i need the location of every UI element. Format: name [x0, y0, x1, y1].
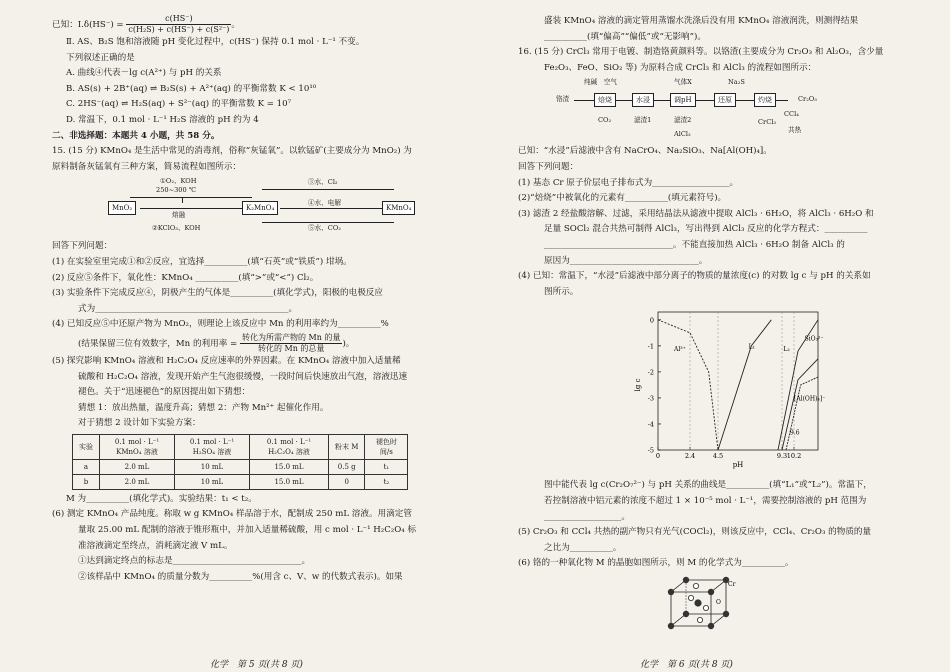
table-cell: b: [73, 474, 100, 489]
flow-ccl4: CCl₄: [784, 110, 799, 119]
crystal-cell-diagram: [666, 574, 736, 636]
flow-label-5: ⑤水、CO₂: [308, 224, 341, 233]
table-header: 粉末 M: [329, 434, 365, 459]
flow-arrow: [140, 208, 244, 209]
answer-intro: 回答下列问题：: [52, 241, 113, 252]
flow-box-ph: 调pH: [670, 93, 696, 107]
table-row: [73, 474, 408, 489]
q15-4b-text: (结果保留三位有效数字，Mn 的利用率 =: [78, 338, 238, 349]
table-cell: 2.0 mL: [100, 459, 175, 474]
x-tick-label: 4.5: [712, 452, 724, 461]
o-atom: [703, 605, 708, 610]
cr-label: Cr: [728, 580, 736, 588]
series-label: L₁: [748, 343, 756, 351]
q16-title-b: Fe₂O₃、FeO、SiO₂ 等) 为原料合成 CrCl₃ 和 AlCl₃ 的流程如图所示：: [544, 62, 817, 73]
q15-5c: 褪色。关于“迅速褪色”的原因提出如下猜想：: [78, 387, 251, 398]
q15-4c-text: )。: [342, 338, 355, 349]
table-cell: 0.5 g: [329, 459, 365, 474]
delta-fraction: [126, 14, 231, 35]
flow-end: Cr₂O₃: [798, 95, 817, 104]
table-row: [73, 459, 408, 474]
q16-3b: 足量 SOCl₂ 混合共热可制得 AlCl₃，写出得到 AlCl₃ 反应的化学方程式：__________: [544, 224, 868, 235]
q15-6c: 准溶液滴定至终点，消耗滴定液 V mL。: [78, 540, 233, 551]
q15-5b: 硫酸和 H₂C₂O₄ 溶液，发现开始产生气泡很缓慢，一段时间后快速放出气泡，溶液迅速: [78, 371, 408, 382]
y-tick-label: -5: [647, 446, 654, 455]
chart-svg: [630, 304, 830, 474]
question-stem: 下列叙述正确的是: [66, 52, 135, 63]
crystal-svg: [666, 574, 736, 634]
q15-5e: 对于猜想 2 设计如下实验方案：: [78, 418, 201, 429]
q16-5: (5) Cr₂O₃ 和 CCl₄ 共热的副产物只有光气(COCl₂)，则该反应中，CCl₄、Cr₂O₃ 的物质的量: [518, 527, 872, 538]
q16-4e: __________________。: [544, 511, 630, 522]
experiment-table: [72, 434, 408, 490]
table-cell: 2.0 mL: [100, 474, 175, 489]
flow-box-roast: 焙烧: [594, 93, 616, 107]
o-atom: [697, 617, 702, 622]
q15-6b: 量取 25.00 mL 配制的溶液于锥形瓶中，并加入适量稀硫酸，用 c mol · L⁻¹ H₂C₂O₄ 标: [78, 525, 417, 536]
flow-input-3: 气体X: [674, 78, 692, 87]
o-atom: [693, 583, 698, 588]
table-header: 0.1 mol · L⁻¹ H₂SO₄ 溶液: [175, 434, 250, 459]
flow-box-leach: 水浸: [632, 93, 654, 107]
section-heading: 二、非选择题：本题共 4 小题，共 58 分。: [52, 130, 220, 141]
flow-label-1: ①O₂、KOH: [160, 177, 197, 186]
y-axis-label: lg c: [634, 378, 642, 392]
mn-utilization-fraction: [240, 333, 342, 354]
fraction-denominator: 转化的 Mn 的总量: [258, 343, 325, 353]
y-tick-label: -3: [647, 394, 654, 403]
o-label: O: [716, 598, 721, 606]
q15-5f: M 为__________(填化学式)。实验结果：t₁ < t₂。: [66, 493, 257, 504]
q15-6e: ②该样品中 KMnO₄ 的质量分数为__________%(用含 c、V、w 的代数式表示)。如果: [78, 571, 403, 582]
y-tick-label: -2: [647, 368, 654, 377]
flow-output-3: 滤渣2: [674, 116, 692, 125]
table-header: 0.1 mol · L⁻¹ KMnO₄ 溶液: [100, 434, 175, 459]
flow-output-2: 滤渣1: [634, 116, 652, 125]
o-atom: [688, 595, 693, 600]
table-cell: 0: [329, 474, 365, 489]
q15-3b: 式为_____________________________________________。: [78, 303, 298, 314]
table-cell: t₁: [365, 459, 408, 474]
series-line-0: [658, 320, 718, 450]
fraction-denominator: c(H₂S) + c(HS⁻) + c(S²⁻): [128, 25, 230, 34]
flow-line: [262, 222, 394, 223]
cr-atom: [708, 589, 714, 595]
q16-3: (3) 滤渣 2 经盐酸溶解、过滤，采用结晶法从滤液中提取 AlCl₃ · 6H₂O，将 AlCl₃ · 6H₂O 和: [518, 208, 874, 219]
q16-title: 16. (15 分) CrCl₃ 常用于电镀、制造铬黄颜料等。以铬渣(主要成分为 Cr₂O₃ 和 Al₂O₃，含少量: [518, 47, 884, 58]
series-line-1: [718, 320, 771, 450]
q16-1: (1) 基态 Cr 原子价层电子排布式为__________________。: [518, 177, 739, 188]
flow-output-1: CO₂: [598, 116, 612, 125]
lgc-ph-chart: [630, 304, 830, 474]
fraction-numerator: 转化为所需产物的 Mn 的量: [242, 332, 341, 342]
q15-title: 15. (15 分) KMnO₄ 是生活中常见的消毒剂，俗称“灰锰氧”。以软锰矿(主要成分为 MnO₂) 为: [52, 146, 412, 157]
x-tick-label: 2.4: [684, 452, 696, 461]
known-text: 已知：Ⅰ.δ(HS⁻) =: [52, 20, 124, 30]
x-tick-label: 0: [655, 452, 661, 461]
series-label: SiO₃²⁻: [804, 335, 824, 343]
q15-1: (1) 在实验室里完成①和②反应，宜选择__________(填“石英”或“铁质”) 坩埚。: [52, 256, 352, 267]
q15-4: (4) 已知反应⑤中还原产物为 MnO₂，则理论上该反应中 Mn 的利用率约为__________%: [52, 319, 389, 330]
y-tick-label: -1: [647, 342, 654, 351]
left-column: [52, 14, 450, 585]
flow-arrow: [280, 208, 382, 209]
flow-box-k2mno4: K₂MnO₄: [242, 201, 278, 215]
table-cell: 15.0 mL: [250, 474, 329, 489]
right-column: [518, 14, 922, 636]
table-cell: t₂: [365, 474, 408, 489]
option-c: C. 2HS⁻(aq) ⇌ H₂S(aq) + S²⁻(aq) 的平衡常数 K = 10⁷: [66, 99, 292, 110]
option-b: B. AS(s) + 2B⁺(aq) ⇌ B₂S(s) + A²⁺(aq) 的平衡常数 K < 10¹⁰: [66, 83, 317, 94]
table-cell: a: [73, 459, 100, 474]
x-tick-label: 9.3: [776, 452, 788, 461]
series-label: [Al(OH)₄]⁻: [794, 395, 826, 403]
flow-label-2: ②KClO₃、KOH: [152, 224, 201, 233]
q15-6d: ①达到滴定终点的标志是______________________________。: [78, 556, 311, 567]
q16-3c: ______________________________。不能直接加热 AlCl₃ · 6H₂O 制备 AlCl₃ 的: [544, 239, 845, 250]
crcl3-flowchart: [518, 78, 922, 142]
q16-2: (2)“焙烧”中被氧化的元素有__________(填元素符号)。: [518, 193, 727, 204]
q15-3: (3) 实验条件下完成反应④，阴极产生的气体是__________(填化学式)，阳极的电极反应: [52, 288, 383, 299]
known-line: 已知：Ⅰ.δ(HS⁻) = $\frac{c(HS^-)}{\text{c(H₂S) + c(HS⁻) + c(S²⁻)}}$ 。: [52, 14, 240, 34]
known-ii: Ⅱ. AS、B₂S 饱和溶液随 pH 变化过程中，c(HS⁻) 保持 0.1 mol · L⁻¹ 不变。: [66, 37, 365, 47]
series-label: L₂: [783, 346, 790, 354]
table-cell: 10 mL: [175, 459, 250, 474]
flow-start: 铬渣: [556, 95, 570, 104]
flow-crcl3: CrCl₃: [758, 118, 776, 127]
q16-3d: 原因为______________________________。: [544, 255, 708, 266]
q15-title-2: 原料制备灰锰氧有三种方案，简易流程如图所示：: [52, 161, 242, 172]
flow-fuse-label: 熔融: [172, 211, 186, 220]
q15-6: (6) 测定 KMnO₄ 产品纯度。称取 w g KMnO₄ 样品溶于水，配制成 250 mL 溶液。用滴定管: [52, 509, 412, 520]
flow-box-mno2: MnO₂: [108, 201, 136, 215]
q16-5b: 之比为__________。: [544, 542, 622, 553]
x-tick-label: 10.2: [786, 452, 802, 461]
q15-2: (2) 反应⑤条件下，氧化性：KMnO₄ __________(填“>”或“<”) Cl₂。: [52, 272, 319, 283]
q16-4: (4) 已知：常温下，“水浸”后滤液中部分离子的物质的量浓度(c) 的对数 lg c 与 pH 的关系如: [518, 271, 871, 282]
flow-label-4: ④水、电解: [308, 199, 341, 208]
cr-atom: [708, 623, 714, 629]
q16-4c: 图中能代表 lg c(Cr₂O₇²⁻) 与 pH 关系的曲线是__________(填“L₁”或“L₂”)。常温下，: [544, 480, 872, 491]
flow-input-4: Na₂S: [728, 78, 745, 87]
kmno4-flowchart: [52, 177, 450, 237]
cr-atom: [683, 577, 689, 583]
flow-line: [262, 189, 394, 190]
q16-4b: 图所示。: [544, 286, 579, 297]
table-header: 褪色时间/s: [365, 434, 408, 459]
flow-box-kmno4: KMnO₄: [382, 201, 415, 215]
flow-box-reduce: 还原: [714, 93, 736, 107]
flow-output-3b: AlCl₃: [674, 130, 691, 139]
flow-box-calcine: 灼烧: [754, 93, 776, 107]
cr-atom: [668, 589, 674, 595]
q15-6-cont: 盛装 KMnO₄ 溶液的滴定管用蒸馏水洗涤后没有用 KMnO₄ 溶液润洗，则测得结果: [544, 16, 859, 26]
q16-4d: 若控制溶液中铝元素的浓度不超过 1 × 10⁻⁵ mol · L⁻¹，需要控制溶液的 pH 范围为: [544, 495, 867, 506]
q16-intro: 回答下列问题：: [518, 161, 579, 172]
table-cell: 10 mL: [175, 474, 250, 489]
option-d: D. 常温下，0.1 mol · L⁻¹ H₂S 溶液的 pH 约为 4: [66, 114, 259, 125]
q15-5: (5) 探究影响 KMnO₄ 溶液和 H₂C₂O₄ 反应速率的外界因素。在 KMnO₄ 溶液中加入适量稀: [52, 355, 401, 366]
q16-known: 已知：“水浸”后滤液中含有 NaCrO₄、Na₂SiO₃、Na[Al(OH)₄]。: [518, 146, 772, 157]
fraction-numerator: c(HS⁻): [126, 14, 231, 25]
flow-input-1: 纯碱 空气: [584, 78, 617, 87]
table-header: 实验: [73, 434, 100, 459]
page-footer-right: 化学 第 6 页(共 8 页): [640, 660, 733, 670]
x-axis-label: pH: [732, 461, 744, 470]
cr-atom: [668, 623, 674, 629]
option-a: A. 曲线④代表－lg c(A²⁺) 与 pH 的关系: [66, 68, 222, 79]
page-footer-left: 化学 第 5 页(共 8 页): [210, 660, 303, 670]
flow-line: [130, 197, 252, 198]
table-header: 0.1 mol · L⁻¹ H₂C₂O₄ 溶液: [250, 434, 329, 459]
y-tick-label: -4: [647, 420, 654, 429]
q15-6-cont-b: __________(填“偏高”“偏低”或“无影响”)。: [544, 31, 706, 42]
q15-4b: [52, 333, 450, 354]
q15-5d: 猜想 1：放出热量，温度升高；猜想 2：产物 Mn²⁺ 起催化作用。: [78, 402, 329, 413]
series-label: Al³⁺: [674, 346, 686, 354]
q16-6: (6) 铬的一种氧化物 M 的晶胞如图所示，则 M 的化学式为__________。: [518, 558, 794, 569]
table-cell: 15.0 mL: [250, 459, 329, 474]
cr-atom: [694, 599, 701, 606]
flow-coheat: 共热: [788, 126, 802, 135]
table-header-row: [73, 434, 408, 459]
flow-label-3: ③水、Cl₂: [308, 178, 338, 187]
flow-temp: 250~300 ℃: [156, 186, 197, 195]
y-tick-label: 0: [649, 316, 654, 325]
cr-atom: [683, 611, 689, 617]
cr-atom: [723, 611, 729, 617]
x-extra-label: 9.6: [790, 429, 800, 437]
